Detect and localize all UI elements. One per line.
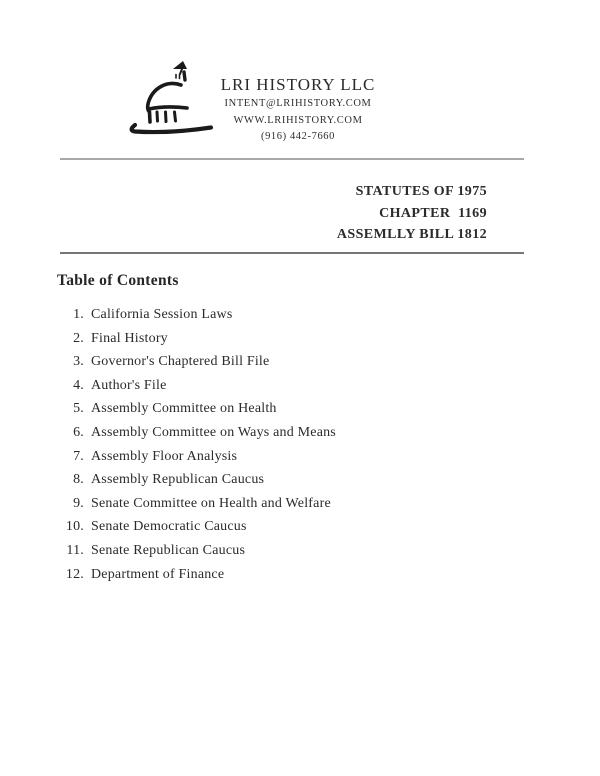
toc-item-number: 9. [73, 495, 84, 511]
toc-item [40, 539, 500, 563]
toc-item [40, 515, 500, 539]
letterhead [148, 74, 448, 146]
toc-item-label: Senate Committee on Health and Welfare [91, 495, 331, 511]
toc-item-label: California Session Laws [91, 307, 233, 322]
company-email: INTENT@LRIHISTORY.COM [224, 98, 372, 109]
horizontal-rule-bottom [60, 252, 524, 254]
toc-item [40, 374, 500, 398]
toc-list [40, 303, 500, 586]
statute-reference [337, 181, 487, 246]
toc-item-label: Senate Democratic Caucus [91, 519, 247, 535]
toc-item-number: 12. [65, 566, 84, 582]
toc-item-label: Assembly Committee on Ways and Means [91, 424, 336, 440]
toc-item-number: 10. [65, 519, 84, 535]
toc-item [40, 397, 500, 421]
company-phone: (916) 442-7660 [260, 131, 335, 142]
horizontal-rule-top [60, 158, 524, 160]
toc-item-label: Senate Republican Caucus [91, 542, 246, 558]
toc-item-number: 11. [66, 542, 84, 558]
toc-item [40, 445, 500, 469]
toc-item [40, 492, 500, 516]
statutes-line: STATUTES OF 1975 [355, 184, 487, 199]
toc-item [40, 468, 500, 492]
bill-line: ASSEMLLY BILL 1812 [336, 227, 487, 242]
toc-item-number: 6. [73, 424, 84, 440]
toc-item-number: 5. [73, 401, 84, 417]
toc-item-number: 1. [73, 307, 84, 322]
toc-item-number: 8. [73, 472, 84, 488]
toc-title: Table of Contents [57, 272, 179, 289]
company-website: WWW.LRIHISTORY.COM [233, 114, 363, 126]
toc-item-label: Author's File [91, 377, 167, 393]
toc-item-label: Final History [91, 330, 168, 346]
toc-item [40, 350, 500, 374]
toc-item-number: 4. [73, 377, 84, 393]
company-name: LRI HISTORY LLC [220, 75, 376, 94]
toc-item-label: Governor's Chaptered Bill File [91, 354, 270, 370]
toc-item-number: 2. [73, 330, 84, 346]
toc-item-number: 7. [73, 448, 84, 464]
toc-item-number: 3. [73, 354, 84, 370]
toc-item [40, 327, 500, 351]
toc-item-label: Assembly Republican Caucus [91, 472, 265, 488]
toc-item-label: Assembly Floor Analysis [91, 448, 238, 464]
toc-item [40, 421, 500, 445]
chapter-line: CHAPTER 1169 [379, 205, 487, 221]
toc-item-label: Department of Finance [91, 566, 225, 582]
toc-item [40, 563, 500, 587]
toc-item-label: Assembly Committee on Health [91, 401, 277, 417]
toc-item [40, 303, 500, 327]
